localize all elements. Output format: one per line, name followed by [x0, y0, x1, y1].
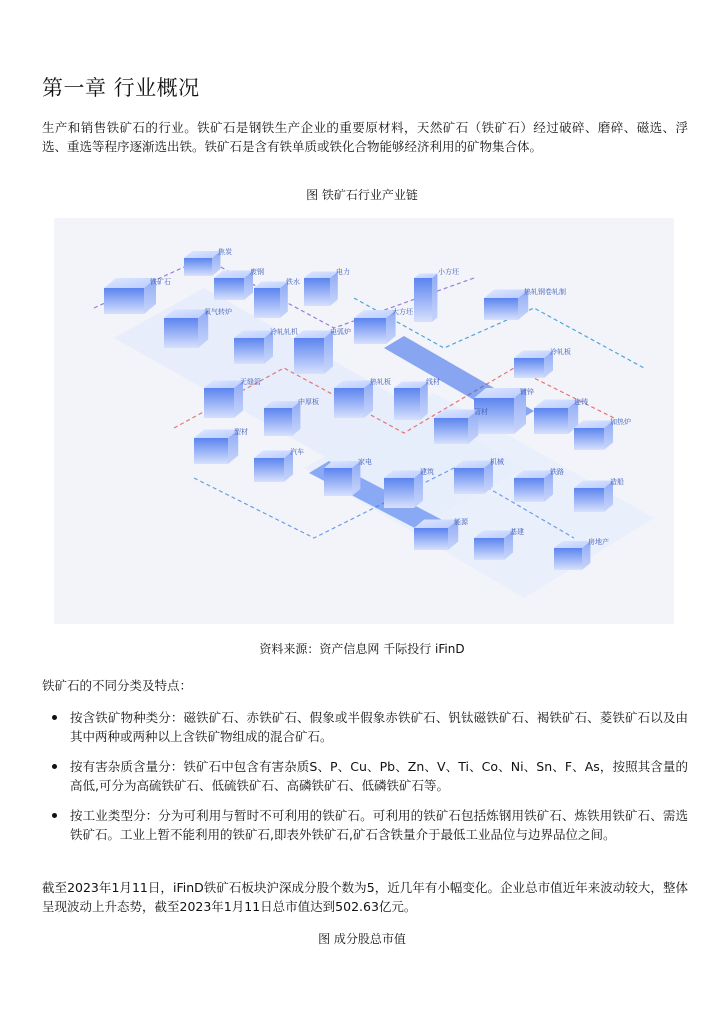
chain-label: 铁矿石	[150, 278, 171, 286]
facility-block	[554, 541, 590, 570]
chain-label: 建筑	[420, 468, 434, 476]
facility-block	[214, 271, 253, 301]
chain-label: 镀锌	[520, 388, 534, 396]
chain-label: 型材	[234, 428, 248, 436]
facility-block	[294, 331, 333, 375]
chain-label: 汽车	[290, 448, 304, 456]
facility-block	[104, 278, 156, 314]
facility-block	[414, 274, 437, 323]
facility-block	[264, 401, 300, 436]
facility-block	[484, 290, 528, 321]
figure1-caption: 图 铁矿石行业产业链	[306, 188, 418, 202]
type-by-impurity: 按有害杂质含量分：铁矿石中包含有害杂质S、P、Cu、Pb、Zn、V、Ti、Co、Ni、Sn、F、As，按照其含量的高低,可分为高硫铁矿石、低硫铁矿石、高磷铁矿石、低磷铁矿石等。	[70, 759, 688, 793]
chain-label: 中厚板	[298, 398, 319, 406]
facility-block	[514, 471, 553, 503]
industry-chain-figure	[54, 218, 674, 624]
facility-block	[394, 382, 428, 421]
type-by-industry: 按工业类型分：分为可利用与暂时不可利用的铁矿石。可利用的铁矿石包括炼钢用铁矿石、炼铁用铁矿石、需选铁矿石。工业上暂不能利用的铁矿石,即表外铁矿石,矿石含铁量介于最低工业品位与边界品位之间。	[70, 808, 688, 842]
intro-paragraph: 生产和销售铁矿石的行业。铁矿石是钢铁生产企业的重要原材料，天然矿石（铁矿石）经过破碎、磨碎、磁选、浮选、重选等程序逐渐选出铁。铁矿石是含有铁单质或铁化合物能够经济利用的矿物集合体。	[42, 120, 688, 154]
facility-block	[204, 381, 243, 419]
chain-label: 废钢	[250, 268, 264, 276]
facility-block	[304, 272, 338, 307]
list-item	[42, 757, 688, 795]
types-list	[42, 708, 688, 855]
bullet-icon	[52, 813, 57, 818]
facility-block	[574, 481, 613, 513]
chain-label: 冷轧板	[550, 348, 571, 356]
industry-chain-illustration	[54, 218, 674, 624]
chain-label: 线材	[426, 378, 440, 386]
facility-block	[164, 310, 208, 349]
facility-block	[194, 430, 238, 465]
chain-label: 小方坯	[438, 268, 459, 276]
types-intro: 铁矿石的不同分类及特点：	[42, 678, 193, 693]
chain-label: 冷轧轧机	[270, 328, 298, 336]
market-paragraph: 截至2023年1月11日，iFinD铁矿石板块沪深成分股个数为5，近几年有小幅变化。企业总市值近年来波动较大，整体呈现波动上升态势，截至2023年1月11日总市值达到502.63亿元。	[42, 880, 688, 914]
facility-block	[574, 421, 613, 451]
facility-block	[254, 451, 293, 483]
chain-label: 基建	[510, 528, 524, 536]
chain-label: 管材	[474, 408, 488, 416]
chain-label: 房地产	[588, 538, 609, 546]
chain-label: 铁水	[286, 278, 300, 286]
chain-label: 大方坯	[392, 308, 413, 316]
facility-block	[454, 461, 493, 495]
facility-block	[184, 251, 220, 276]
facility-block	[514, 351, 553, 379]
facility-block	[324, 461, 360, 496]
facility-block	[254, 282, 288, 319]
facility-block	[334, 381, 373, 419]
chain-label: 连铸	[574, 398, 588, 406]
facility-block	[354, 310, 396, 344]
chain-label: 焦炭	[218, 248, 232, 256]
chapter-title: 第一章 行业概况	[42, 76, 200, 100]
facility-block	[434, 410, 478, 445]
chain-label: 加热炉	[610, 418, 631, 426]
chain-label: 电弧炉	[330, 328, 351, 336]
chain-label: 热轧钢卷轧制	[524, 288, 566, 296]
figure2-caption: 图 成分股总市值	[318, 932, 406, 946]
chain-label: 无缝管	[240, 378, 261, 386]
chain-label: 能源	[454, 518, 468, 526]
chain-label: 家电	[358, 458, 372, 466]
chain-label: 热轧板	[370, 378, 391, 386]
chain-label: 造船	[610, 478, 624, 486]
facility-block	[234, 331, 273, 365]
chain-label: 铁路	[550, 468, 564, 476]
figure1-source: 资料来源：资产信息网 千际投行 iFinD	[259, 642, 465, 656]
list-item	[42, 708, 688, 746]
facility-block	[474, 531, 513, 561]
list-item	[42, 806, 688, 844]
bullet-icon	[52, 715, 57, 720]
chain-label: 机械	[490, 458, 504, 466]
chain-label: 氧气转炉	[204, 308, 232, 316]
facility-block	[414, 520, 458, 551]
facility-block	[534, 400, 578, 435]
facility-block	[384, 471, 423, 509]
bullet-icon	[52, 764, 57, 769]
type-by-mineral: 按含铁矿物种类分：磁铁矿石、赤铁矿石、假象或半假象赤铁矿石、钒钛磁铁矿石、褐铁矿石、菱铁矿石以及由其中两种或两种以上含铁矿物组成的混合矿石。	[70, 710, 688, 744]
chain-label: 电力	[336, 268, 350, 276]
